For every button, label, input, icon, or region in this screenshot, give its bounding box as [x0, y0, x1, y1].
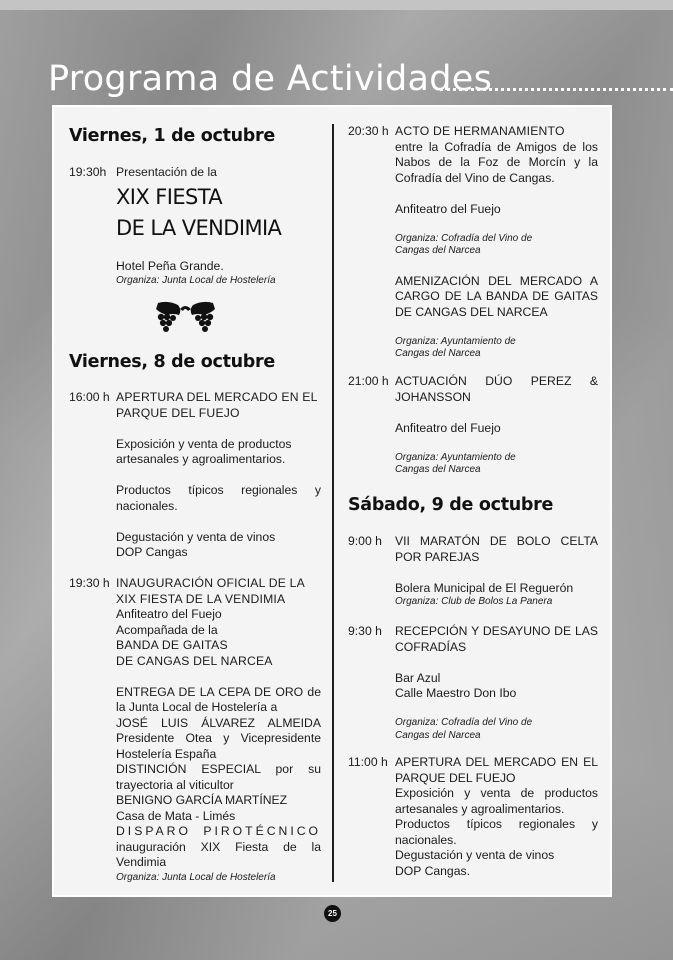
event-title-line: ACTUACIÓN DÚO PEREZ &	[395, 374, 598, 388]
event-text: trayectoria al viticultor	[116, 777, 234, 792]
page-number: 25	[324, 905, 341, 922]
venue-text: Bolera Municipal de El Reguerón	[395, 580, 574, 595]
event-text: Acompañada de la	[116, 622, 218, 637]
organizer-text: Cangas del Narcea	[395, 464, 481, 475]
event-bolo-marathon	[395, 534, 598, 609]
event-title-line: APERTURA DEL MERCADO EN EL	[395, 755, 598, 769]
event-text: ENTREGA DE LA CEPA DE ORO de	[116, 684, 321, 699]
title-dotted-rule	[440, 88, 673, 91]
event-title-line: COFRADÍAS	[395, 639, 467, 654]
organizer-text: Organiza: Ayuntamiento de	[395, 335, 516, 347]
event-concert	[395, 374, 598, 477]
organizer-text: Cangas del Narcea	[395, 729, 481, 741]
event-text: DE CANGAS DEL NARCEA	[116, 653, 273, 668]
page-title: Programa de Actividades	[48, 59, 493, 99]
event-text: Hostelería España	[116, 746, 217, 761]
event-title-line: PARQUE DEL FUEJO	[395, 770, 516, 785]
event-time: 11:00 h	[348, 755, 388, 769]
event-text: la Junta Local de Hostelería a	[116, 700, 278, 714]
event-presentation	[116, 165, 321, 181]
organizer-text: Cangas del Narcea	[395, 348, 481, 359]
organizer-text: Organiza: Junta Local de Hostelería	[116, 871, 276, 883]
event-text: Presentación de la	[116, 165, 217, 179]
event-time: 19:30h	[69, 165, 107, 179]
column-divider	[332, 124, 334, 882]
event-time: 16:00 h	[69, 390, 110, 404]
top-strip	[0, 0, 673, 10]
day-heading-friday-1: Viernes, 1 de octubre	[69, 126, 275, 146]
organizer-text: Organiza: Cofradía del Vino de	[395, 717, 533, 728]
venue-text: Anfiteatro del Fuejo	[395, 420, 501, 435]
event-text: Cofradía del Vino de Cangas.	[395, 170, 555, 185]
event-market-opening	[116, 390, 321, 561]
event-text: Presidente Otea y Vicepresidente	[116, 731, 321, 745]
event-title-line: INAUGURACIÓN OFICIAL DE LA	[116, 576, 305, 590]
event-text: Productos típicos regionales y	[116, 483, 321, 497]
event-text: artesanales y agroalimentarios.	[395, 801, 565, 816]
festival-title	[116, 182, 321, 244]
event-text: DISPARO PIROTÉCNICO	[116, 824, 321, 838]
event-text: Degustación y venta de vinos	[116, 529, 276, 544]
venue-text: Bar Azul	[395, 670, 441, 685]
event-title-line: POR PAREJAS	[395, 549, 480, 564]
event-time: 9:00 h	[348, 534, 382, 548]
venue-text: Hotel Peña Grande.	[116, 259, 224, 273]
event-title-line: XIX FIESTA DE LA VENDIMIA	[116, 591, 286, 606]
event-text: DOP Cangas	[116, 545, 188, 559]
organizer-text: Organiza: Junta Local de Hostelería	[116, 274, 276, 286]
event-title-line: VII MARATÓN DE BOLO CELTA	[395, 534, 598, 548]
event-text: Vendimia	[116, 855, 167, 869]
organizer-text: Organiza: Club de Bolos La Panera	[395, 596, 553, 607]
event-title-line: AMENIZACIÓN DEL MERCADO A	[395, 273, 598, 288]
event-text: JOSÉ LUIS ÁLVAREZ ALMEIDA	[116, 715, 321, 730]
venue-text: Calle Maestro Don Ibo	[395, 686, 517, 700]
event-text: Degustación y venta de vinos	[395, 848, 555, 862]
event-text: Nabos de la Foz de Morcín y la	[395, 155, 598, 169]
event-text: BANDA DE GAITAS	[116, 638, 228, 652]
event-title-line: APERTURA DEL MERCADO EN EL	[116, 390, 318, 404]
event-title-line: ACTO DE HERMANAMIENTO	[395, 124, 565, 138]
event-inauguration	[116, 576, 321, 884]
day-heading-saturday-9: Sábado, 9 de octubre	[348, 495, 554, 515]
event-text: nacionales.	[116, 498, 178, 513]
event-text: Productos típicos regionales y	[395, 817, 598, 831]
event-title-line: CARGO DE LA BANDA DE GAITAS	[395, 289, 598, 303]
event-title-line: PARQUE DEL FUEJO	[116, 405, 240, 420]
event-time: 19:30 h	[69, 576, 110, 590]
event-text: artesanales y agroalimentarios.	[116, 452, 286, 466]
organizer-text: Organiza: Cofradía del Vino de	[395, 232, 533, 244]
event-time: 20:30 h	[348, 124, 389, 138]
venue-text: Anfiteatro del Fuejo	[395, 201, 501, 216]
event-text: Casa de Mata - Limés	[116, 808, 236, 823]
event-venue	[116, 259, 321, 287]
festival-title-line: DE LA VENDIMIA	[116, 216, 282, 240]
organizer-text: Organiza: Ayuntamiento de	[395, 451, 516, 463]
event-text: inauguración XIX Fiesta de la	[116, 839, 321, 854]
event-text: Exposición y venta de productos	[116, 436, 292, 451]
event-text: Anfiteatro del Fuejo	[116, 607, 222, 621]
event-text: DOP Cangas.	[395, 863, 470, 878]
page-header	[48, 58, 673, 100]
event-text: nacionales.	[395, 832, 457, 847]
event-title-line: JOHANSSON	[395, 389, 471, 404]
event-text: BENIGNO GARCÍA MARTÍNEZ	[116, 793, 288, 807]
event-title-line: DE CANGAS DEL NARCEA	[395, 304, 548, 319]
event-text: entre la Cofradía de Amigos de los	[395, 139, 598, 154]
event-time: 9:30 h	[348, 624, 382, 638]
grapes-logo-icon	[152, 301, 219, 334]
event-twinning	[395, 124, 598, 361]
organizer-text: Cangas del Narcea	[395, 245, 481, 256]
event-time: 21:00 h	[348, 374, 389, 388]
festival-title-line: XIX FIESTA	[116, 185, 223, 209]
event-text: Exposición y venta de productos	[395, 786, 598, 800]
event-market-opening-sat	[395, 755, 598, 879]
event-title-line: RECEPCIÓN Y DESAYUNO DE LAS	[395, 624, 598, 638]
event-reception	[395, 624, 598, 742]
day-heading-friday-8: Viernes, 8 de octubre	[69, 352, 275, 372]
event-text: DISTINCIÓN ESPECIAL por su	[116, 762, 321, 776]
